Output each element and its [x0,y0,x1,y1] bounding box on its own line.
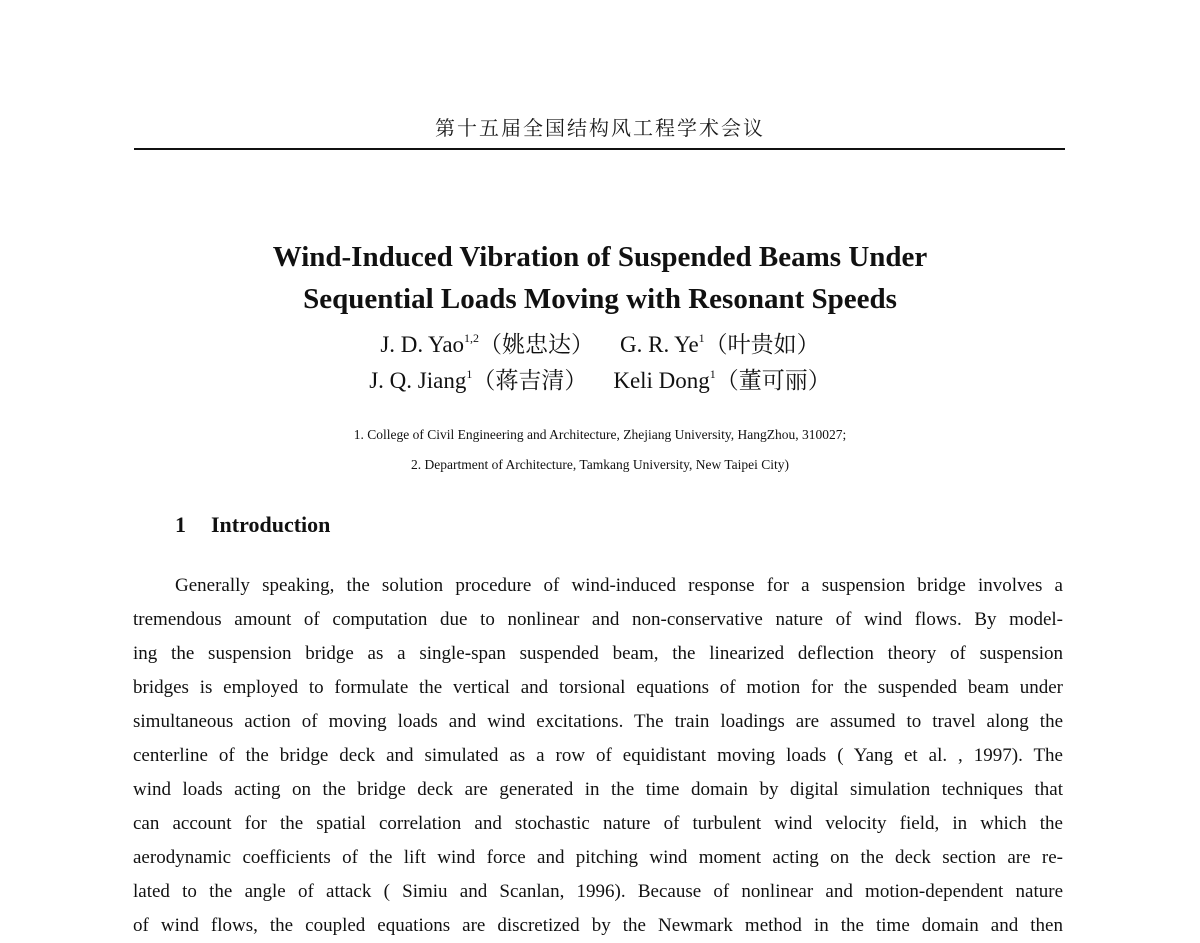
author-list [0,327,1200,399]
paragraph-line: bridges is employed to formulate the vertical and torsional equations of motion for the suspended beam under [133,677,1063,698]
paragraph-line: lated to the angle of attack ( Simiu and Scanlan, 1996). Because of nonlinear and motion-dependent nature [133,881,1063,902]
paragraph-line: Generally speaking, the solution procedure of wind-induced response for a suspension bridge involves a [175,575,1063,596]
author-chinese-name: （蒋吉清） [472,368,588,393]
author-chinese-name: （叶贵如） [704,332,820,357]
affiliation-line: 2. Department of Architecture, Tamkang University, New Taipei City) [410,457,789,472]
body-paragraph [133,569,1063,943]
author-chinese-name: （姚忠达） [479,332,595,357]
paragraph-line: can account for the spatial correlation and stochastic nature of turbulent wind velocity field, in which the [133,813,1063,834]
author-affiliation-mark: 1,2 [464,331,480,345]
paragraph-line: aerodynamic coefficients of the lift wind force and pitching wind moment acting on the deck section are re- [133,847,1063,868]
author-name: J. Q. Jiang [369,368,467,393]
section-title: Introduction [211,512,331,537]
author-row-2 [0,363,1200,399]
section-number: 1 [175,512,186,537]
author-name: J. D. Yao [380,332,465,357]
author-name: G. R. Ye [620,332,699,357]
author-affiliation-mark: 1 [698,331,705,345]
paragraph-line: centerline of the bridge deck and simulated as a row of equidistant moving loads ( Yang et al. , 1997). The [133,745,1063,766]
author-affiliation-mark: 1 [709,367,716,381]
title-line-1: Wind-Induced Vibration of Suspended Beams Under [272,241,928,273]
paragraph-line: simultaneous action of moving loads and wind excitations. The train loadings are assumed to travel along the [133,711,1063,732]
section-heading [175,512,330,538]
paragraph-line: tremendous amount of computation due to nonlinear and non-conservative nature of wind flows. By model- [133,609,1063,630]
paragraph-line: wind loads acting on the bridge deck are generated in the time domain by digital simulation techniques that [133,779,1063,800]
title-line-2: Sequential Loads Moving with Resonant Speeds [303,283,897,315]
paragraph-line: ing the suspension bridge as a single-span suspended beam, the linearized deflection theory of suspension [133,643,1063,664]
paper-title [0,236,1200,320]
running-head: 第十五届全国结构风工程学术会议 [435,116,765,140]
author-row-1 [0,327,1200,363]
affiliations [0,420,1200,480]
paragraph-line: of wind flows, the coupled equations are discretized by the Newmark method in the time domain and then [133,915,1063,936]
header-rule [134,148,1065,150]
affiliation-line: 1. College of Civil Engineering and Architecture, Zhejiang University, HangZhou, 310027; [353,427,847,442]
author-affiliation-mark: 1 [466,367,473,381]
author-name: Keli Dong [613,368,710,393]
author-chinese-name: （董可丽） [715,368,831,393]
